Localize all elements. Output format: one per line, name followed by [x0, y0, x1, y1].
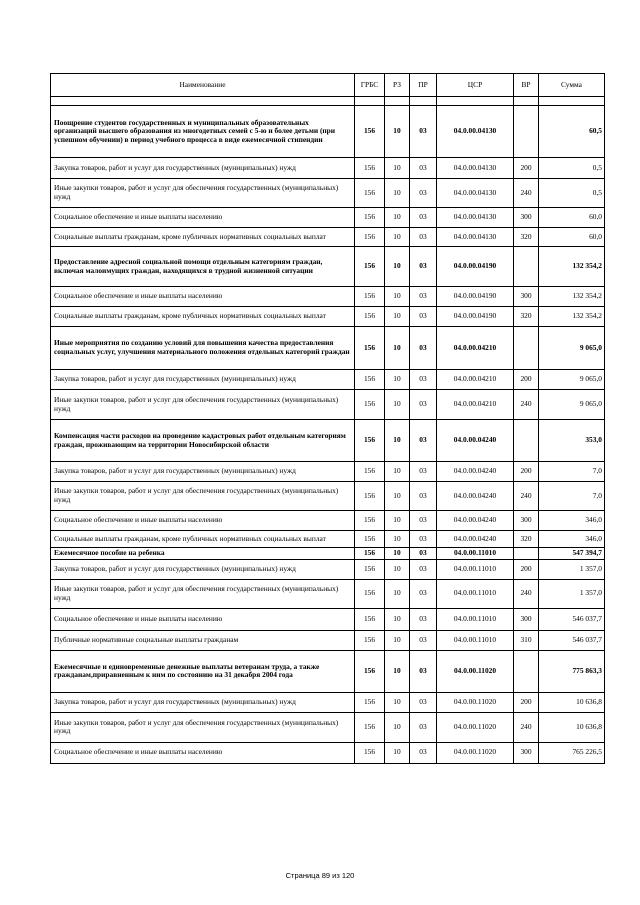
cell-name: Иные закупки товаров, работ и услуг для обеспечения государственных (муниципальных) нужд	[51, 579, 355, 608]
cell-name: Иные мероприятия по созданию условий для повышения качества предоставления социальных услуг, улучшения материального положения отдельных категорий граждан	[51, 327, 355, 370]
cell-grbs: 156	[355, 531, 385, 548]
cell-csr: 04.0.00.04130	[437, 228, 514, 247]
spacer-row	[51, 97, 605, 106]
cell-grbs: 156	[355, 327, 385, 370]
cell-grbs: 156	[355, 307, 385, 327]
cell-sum: 346,0	[539, 531, 605, 548]
cell-vr	[514, 106, 539, 158]
cell-csr: 04.0.00.11010	[437, 608, 514, 630]
cell-pr: 03	[410, 548, 437, 560]
cell-grbs: 156	[355, 559, 385, 579]
cell-name: Публичные нормативные социальные выплаты гражданам	[51, 630, 355, 650]
cell-sum: 546 037,7	[539, 608, 605, 630]
cell-rz: 10	[385, 548, 410, 560]
cell-csr: 04.0.00.04240	[437, 511, 514, 531]
budget-table	[50, 73, 605, 764]
table-row	[51, 307, 605, 327]
cell-pr: 03	[410, 482, 437, 511]
cell-name: Иные закупки товаров, работ и услуг для обеспечения государственных (муниципальных) нужд	[51, 712, 355, 742]
cell-vr: 300	[514, 742, 539, 763]
cell-name: Закупка товаров, работ и услуг для государственных (муниципальных) нужд	[51, 158, 355, 179]
table-row	[51, 579, 605, 608]
cell-sum: 132 354,2	[539, 287, 605, 307]
cell-vr	[514, 327, 539, 370]
cell-vr: 200	[514, 158, 539, 179]
table-row	[51, 742, 605, 763]
cell-grbs: 156	[355, 247, 385, 287]
table-row	[51, 712, 605, 742]
cell-grbs: 156	[355, 208, 385, 228]
header-csr: ЦСР	[437, 74, 514, 97]
cell-pr: 03	[410, 390, 437, 420]
cell-sum: 765 226,5	[539, 742, 605, 763]
cell-grbs: 156	[355, 511, 385, 531]
cell-sum: 7,0	[539, 462, 605, 482]
cell-rz: 10	[385, 579, 410, 608]
cell-grbs: 156	[355, 370, 385, 390]
cell-vr	[514, 247, 539, 287]
cell-rz: 10	[385, 179, 410, 208]
table-row	[51, 462, 605, 482]
cell-csr: 04.0.00.04130	[437, 106, 514, 158]
cell-vr: 320	[514, 228, 539, 247]
cell-name: Ежемесячные и единовременные денежные выплаты ветеранам труда, а также гражданам,приравненным к ним по состоянию на 31 декабря 2004 года	[51, 650, 355, 692]
cell-grbs: 156	[355, 630, 385, 650]
cell-rz: 10	[385, 630, 410, 650]
cell-rz: 10	[385, 531, 410, 548]
cell-pr: 03	[410, 228, 437, 247]
cell-name: Ежемесячное пособие на ребенка	[51, 548, 355, 560]
cell-vr: 300	[514, 511, 539, 531]
cell-vr: 310	[514, 630, 539, 650]
cell-csr: 04.0.00.11010	[437, 630, 514, 650]
cell-rz: 10	[385, 692, 410, 712]
table-row	[51, 630, 605, 650]
cell-name: Социальные выплаты гражданам, кроме публичных нормативных социальных выплат	[51, 228, 355, 247]
cell-name: Социальное обеспечение и иные выплаты населению	[51, 287, 355, 307]
table-row	[51, 327, 605, 370]
table-row	[51, 208, 605, 228]
header-name: Наименование	[51, 74, 355, 97]
cell-pr: 03	[410, 742, 437, 763]
cell-sum: 9 065,0	[539, 327, 605, 370]
cell-sum: 1 357,0	[539, 559, 605, 579]
cell-csr: 04.0.00.04240	[437, 462, 514, 482]
header-rz: РЗ	[385, 74, 410, 97]
cell-vr: 320	[514, 531, 539, 548]
cell-grbs: 156	[355, 420, 385, 462]
table-body	[51, 97, 605, 764]
cell-rz: 10	[385, 742, 410, 763]
cell-csr: 04.0.00.11010	[437, 579, 514, 608]
cell-grbs: 156	[355, 390, 385, 420]
cell-sum: 547 394,7	[539, 548, 605, 560]
cell-pr: 03	[410, 179, 437, 208]
cell-name: Иные закупки товаров, работ и услуг для обеспечения государственных (муниципальных) нужд	[51, 179, 355, 208]
cell-csr: 04.0.00.11020	[437, 742, 514, 763]
cell-rz: 10	[385, 608, 410, 630]
page-footer: Страница 89 из 120	[285, 871, 355, 880]
cell-vr: 200	[514, 462, 539, 482]
cell-csr: 04.0.00.04130	[437, 158, 514, 179]
cell-name: Социальное обеспечение и иные выплаты населению	[51, 608, 355, 630]
cell-csr: 04.0.00.04240	[437, 420, 514, 462]
header-vr: ВР	[514, 74, 539, 97]
cell-vr: 240	[514, 482, 539, 511]
table-row	[51, 608, 605, 630]
table-header-row	[51, 74, 605, 97]
cell-vr: 240	[514, 179, 539, 208]
cell-grbs: 156	[355, 482, 385, 511]
cell-pr: 03	[410, 608, 437, 630]
cell-csr: 04.0.00.04190	[437, 287, 514, 307]
cell-vr: 200	[514, 559, 539, 579]
cell-csr: 04.0.00.04190	[437, 247, 514, 287]
cell-rz: 10	[385, 307, 410, 327]
cell-rz: 10	[385, 511, 410, 531]
cell-name: Социальные выплаты гражданам, кроме публичных нормативных социальных выплат	[51, 307, 355, 327]
cell-sum: 132 354,2	[539, 307, 605, 327]
cell-grbs: 156	[355, 579, 385, 608]
cell-csr: 04.0.00.11020	[437, 712, 514, 742]
cell-pr: 03	[410, 462, 437, 482]
cell-pr: 03	[410, 208, 437, 228]
cell-csr: 04.0.00.11010	[437, 559, 514, 579]
cell-sum: 60,5	[539, 106, 605, 158]
cell-grbs: 156	[355, 462, 385, 482]
table-row	[51, 420, 605, 462]
cell-grbs: 156	[355, 548, 385, 560]
cell-rz: 10	[385, 370, 410, 390]
table-row	[51, 179, 605, 208]
cell-pr: 03	[410, 287, 437, 307]
cell-rz: 10	[385, 712, 410, 742]
cell-sum: 353,0	[539, 420, 605, 462]
table-row	[51, 247, 605, 287]
cell-sum: 132 354,2	[539, 247, 605, 287]
cell-sum: 1 357,0	[539, 579, 605, 608]
cell-grbs: 156	[355, 608, 385, 630]
table-row	[51, 287, 605, 307]
cell-rz: 10	[385, 106, 410, 158]
cell-sum: 10 636,8	[539, 692, 605, 712]
cell-name: Иные закупки товаров, работ и услуг для обеспечения государственных (муниципальных) нужд	[51, 390, 355, 420]
cell-sum: 0,5	[539, 158, 605, 179]
cell-name: Закупка товаров, работ и услуг для государственных (муниципальных) нужд	[51, 462, 355, 482]
table-row	[51, 390, 605, 420]
cell-rz: 10	[385, 390, 410, 420]
table-row	[51, 106, 605, 158]
cell-name: Социальные выплаты гражданам, кроме публичных нормативных социальных выплат	[51, 531, 355, 548]
cell-vr	[514, 650, 539, 692]
table-row	[51, 511, 605, 531]
cell-rz: 10	[385, 650, 410, 692]
cell-sum: 60,0	[539, 208, 605, 228]
cell-sum: 60,0	[539, 228, 605, 247]
cell-grbs: 156	[355, 742, 385, 763]
cell-pr: 03	[410, 158, 437, 179]
cell-name: Закупка товаров, работ и услуг для государственных (муниципальных) нужд	[51, 692, 355, 712]
table-row	[51, 531, 605, 548]
cell-sum: 0,5	[539, 179, 605, 208]
cell-pr: 03	[410, 247, 437, 287]
cell-sum: 546 037,7	[539, 630, 605, 650]
cell-grbs: 156	[355, 106, 385, 158]
cell-name: Закупка товаров, работ и услуг для государственных (муниципальных) нужд	[51, 559, 355, 579]
cell-rz: 10	[385, 462, 410, 482]
cell-pr: 03	[410, 420, 437, 462]
cell-pr: 03	[410, 559, 437, 579]
cell-csr: 04.0.00.04240	[437, 482, 514, 511]
cell-name: Компенсация части расходов на проведение кадастровых работ отдельным категориям граждан, проживающим на территории Новосибирской области	[51, 420, 355, 462]
cell-rz: 10	[385, 420, 410, 462]
cell-vr: 200	[514, 692, 539, 712]
cell-sum: 9 065,0	[539, 390, 605, 420]
table-row	[51, 370, 605, 390]
cell-grbs: 156	[355, 650, 385, 692]
cell-vr: 240	[514, 390, 539, 420]
cell-grbs: 156	[355, 158, 385, 179]
cell-vr: 300	[514, 287, 539, 307]
cell-name: Предоставление адресной социальной помощи отдельным категориям граждан, включая малоимущих граждан, находящихся в трудной жизненной ситуации	[51, 247, 355, 287]
cell-csr: 04.0.00.11020	[437, 650, 514, 692]
cell-vr	[514, 548, 539, 560]
cell-rz: 10	[385, 228, 410, 247]
cell-rz: 10	[385, 482, 410, 511]
cell-csr: 04.0.00.04210	[437, 390, 514, 420]
table-row	[51, 482, 605, 511]
cell-name: Социальное обеспечение и иные выплаты населению	[51, 511, 355, 531]
header-pr: ПР	[410, 74, 437, 97]
cell-rz: 10	[385, 559, 410, 579]
cell-name: Поощрение студентов государственных и муниципальных образовательных организаций высшего образования из многодетных семей с 5-ю и более детьми (при успешном обучении) в период учебного процесса в виде ежемесячной стипендии	[51, 106, 355, 158]
table-row	[51, 559, 605, 579]
cell-pr: 03	[410, 630, 437, 650]
cell-csr: 04.0.00.11010	[437, 548, 514, 560]
cell-pr: 03	[410, 579, 437, 608]
cell-vr: 240	[514, 712, 539, 742]
cell-vr: 240	[514, 579, 539, 608]
cell-csr: 04.0.00.11020	[437, 692, 514, 712]
cell-pr: 03	[410, 106, 437, 158]
cell-pr: 03	[410, 327, 437, 370]
header-sum: Сумма	[539, 74, 605, 97]
table-row	[51, 692, 605, 712]
cell-name: Социальное обеспечение и иные выплаты населению	[51, 208, 355, 228]
cell-sum: 10 636,8	[539, 712, 605, 742]
cell-rz: 10	[385, 247, 410, 287]
cell-pr: 03	[410, 692, 437, 712]
cell-pr: 03	[410, 712, 437, 742]
cell-sum: 9 065,0	[539, 370, 605, 390]
cell-csr: 04.0.00.04210	[437, 370, 514, 390]
cell-pr: 03	[410, 307, 437, 327]
cell-pr: 03	[410, 650, 437, 692]
cell-rz: 10	[385, 208, 410, 228]
cell-vr: 320	[514, 307, 539, 327]
cell-sum: 346,0	[539, 511, 605, 531]
cell-grbs: 156	[355, 692, 385, 712]
cell-csr: 04.0.00.04240	[437, 531, 514, 548]
cell-grbs: 156	[355, 287, 385, 307]
cell-csr: 04.0.00.04210	[437, 327, 514, 370]
cell-pr: 03	[410, 370, 437, 390]
cell-pr: 03	[410, 531, 437, 548]
cell-csr: 04.0.00.04190	[437, 307, 514, 327]
cell-rz: 10	[385, 287, 410, 307]
table-row	[51, 548, 605, 560]
header-grbs: ГРБС	[355, 74, 385, 97]
cell-vr: 300	[514, 208, 539, 228]
cell-name: Социальное обеспечение и иные выплаты населению	[51, 742, 355, 763]
cell-name: Иные закупки товаров, работ и услуг для обеспечения государственных (муниципальных) нужд	[51, 482, 355, 511]
table-row	[51, 650, 605, 692]
cell-rz: 10	[385, 327, 410, 370]
table-row	[51, 228, 605, 247]
table-row	[51, 158, 605, 179]
cell-vr	[514, 420, 539, 462]
cell-grbs: 156	[355, 228, 385, 247]
cell-pr: 03	[410, 511, 437, 531]
cell-vr: 300	[514, 608, 539, 630]
cell-grbs: 156	[355, 712, 385, 742]
cell-csr: 04.0.00.04130	[437, 208, 514, 228]
cell-csr: 04.0.00.04130	[437, 179, 514, 208]
cell-sum: 7,0	[539, 482, 605, 511]
cell-grbs: 156	[355, 179, 385, 208]
cell-vr: 200	[514, 370, 539, 390]
cell-rz: 10	[385, 158, 410, 179]
cell-name: Закупка товаров, работ и услуг для государственных (муниципальных) нужд	[51, 370, 355, 390]
cell-sum: 775 863,3	[539, 650, 605, 692]
